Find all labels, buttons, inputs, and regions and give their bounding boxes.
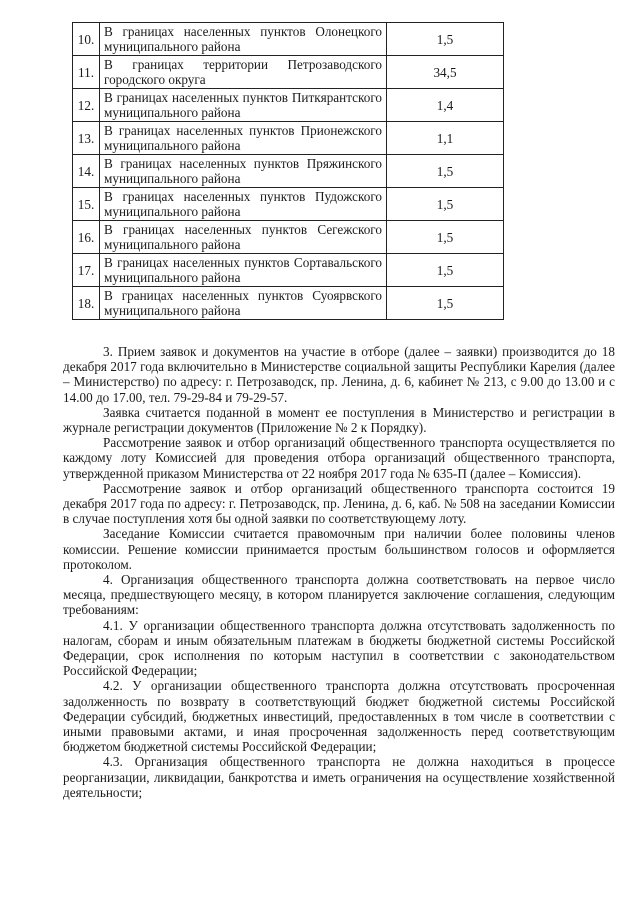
table-row [73, 221, 504, 254]
row-number: 16. [73, 221, 100, 254]
paragraph: Рассмотрение заявок и отбор организаций общественного транспорта осуществляется по каждому лоту Комиссией для проведения отбора организаций общественного транспорта, утвержденной приказом Министерства от 22 ноября 2017 года № 635-П (далее – Комиссия). [63, 435, 615, 481]
row-value: 1,5 [387, 221, 504, 254]
row-number: 12. [73, 89, 100, 122]
table-row [73, 254, 504, 287]
paragraph: 4.2. У организации общественного транспорта должна отсутствовать просроченная задолженность по возврату в соответствующий бюджет бюджетной системы Российской Федерации субсидий, бюджетных инвестиций, предоставленных в том числе в соответствии с иными правовыми актами, и иная просроченная задолженность перед соответствующим бюджетом бюджетной системы Российской Федерации; [63, 678, 615, 755]
document-text [63, 344, 615, 800]
paragraph: Заседание Комиссии считается правомочным при наличии более половины членов комиссии. Решение комиссии принимается простым большинством голосов и оформляется протоколом. [63, 526, 615, 572]
row-description: В границах населенных пунктов Пряжинского муниципального района [100, 155, 387, 188]
row-description: В границах населенных пунктов Олонецкого муниципального района [100, 23, 387, 56]
row-description: В границах населенных пунктов Пудожского муниципального района [100, 188, 387, 221]
table-row [73, 188, 504, 221]
row-value: 1,5 [387, 23, 504, 56]
row-value: 1,5 [387, 254, 504, 287]
row-number: 10. [73, 23, 100, 56]
row-value: 1,1 [387, 122, 504, 155]
row-value: 1,5 [387, 188, 504, 221]
row-number: 15. [73, 188, 100, 221]
table-row [73, 122, 504, 155]
row-value: 1,4 [387, 89, 504, 122]
table-row [73, 89, 504, 122]
table-row [73, 23, 504, 56]
row-number: 14. [73, 155, 100, 188]
table-row [73, 287, 504, 320]
row-value: 1,5 [387, 287, 504, 320]
row-description: В границах территории Петрозаводского городского округа [100, 56, 387, 89]
paragraph: 4.1. У организации общественного транспорта должна отсутствовать задолженность по налогам, сборам и иным обязательным платежам в бюджеты бюджетной системы Российской Федерации, срок исполнения по которым наступил в соответствии с законодательством Российской Федерации; [63, 617, 615, 679]
row-number: 13. [73, 122, 100, 155]
row-number: 17. [73, 254, 100, 287]
row-description: В границах населенных пунктов Питкярантского муниципального района [100, 89, 387, 122]
row-number: 11. [73, 56, 100, 89]
row-value: 34,5 [387, 56, 504, 89]
row-description: В границах населенных пунктов Сегежского муниципального района [100, 221, 387, 254]
row-number: 18. [73, 287, 100, 320]
lots-table [72, 22, 504, 320]
row-value: 1,5 [387, 155, 504, 188]
row-description: В границах населенных пунктов Суоярвского муниципального района [100, 287, 387, 320]
paragraph: 4.3. Организация общественного транспорта не должна находиться в процессе реорганизации, ликвидации, банкротства и иметь ограничения на осуществление хозяйственной деятельности; [63, 754, 615, 800]
table-row [73, 155, 504, 188]
table-row [73, 56, 504, 89]
paragraph: Заявка считается поданной в момент ее поступления в Министерство и регистрации в журнале регистрации документов (Приложение № 2 к Порядку). [63, 404, 615, 436]
row-description: В границах населенных пунктов Сортавальского муниципального района [100, 254, 387, 287]
row-description: В границах населенных пунктов Прионежского муниципального района [100, 122, 387, 155]
paragraph: Рассмотрение заявок и отбор организаций общественного транспорта состоится 19 декабря 2017 года по адресу: г. Петрозаводск, пр. Ленина, д. 6, каб. № 508 на заседании Комиссии в случае поступления хотя бы одной заявки по соответствующему лоту. [63, 480, 615, 527]
lots-table-body [73, 23, 504, 320]
paragraph: 3. Прием заявок и документов на участие в отборе (далее – заявки) производится до 18 декабря 2017 года включительно в Министерстве социальной защиты Республики Карелия (далее – Министерство) по адресу: г. Петрозаводск, пр. Ленина, д. 6, кабинет № 213, с 9.00 до 13.00 и с 14.00 до 17.00, тел. 79-29-84 и 79-29-57. [63, 344, 615, 405]
paragraph: 4. Организация общественного транспорта должна соответствовать на первое число месяца, предшествующего месяцу, в котором планируется заключение соглашения, следующим требованиям: [63, 572, 615, 618]
